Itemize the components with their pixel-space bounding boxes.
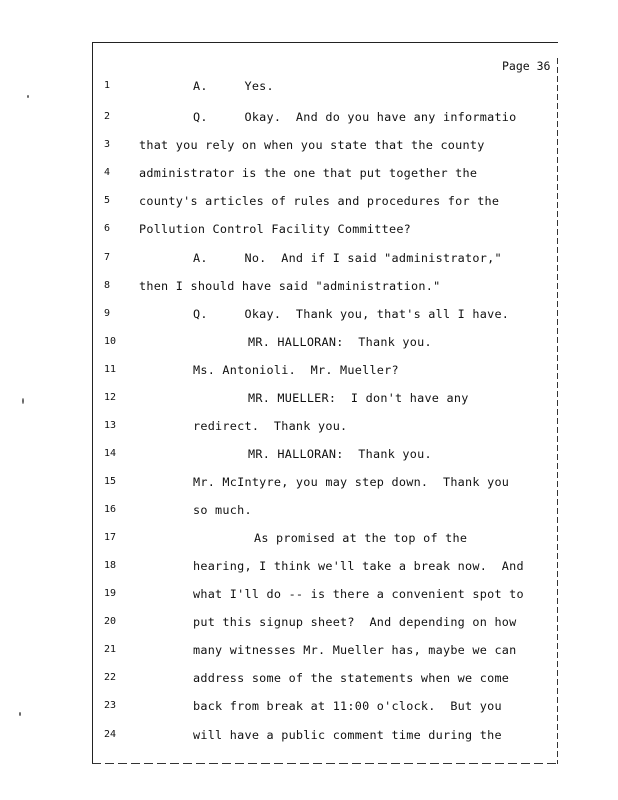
line-number: 14 — [104, 448, 117, 459]
line-number: 8 — [104, 280, 111, 291]
scan-speck — [19, 712, 21, 716]
line-number: 11 — [104, 364, 117, 375]
transcript-line: put this signup sheet? And depending on how — [193, 615, 517, 629]
transcript-line: Q. Okay. Thank you, that's all I have. — [193, 307, 510, 321]
transcript-line: MR. HALLORAN: Thank you. — [248, 335, 432, 349]
transcript-line: Mr. McIntyre, you may step down. Thank you — [193, 475, 510, 489]
transcript-line: A. No. And if I said "administrator," — [193, 251, 502, 265]
line-number: 22 — [104, 672, 117, 683]
transcript-line: county's articles of rules and procedures for the — [139, 194, 500, 208]
page-border-top — [92, 42, 558, 43]
transcript-line: address some of the statements when we come — [193, 671, 510, 685]
line-number: 20 — [104, 616, 117, 627]
line-number: 19 — [104, 588, 117, 599]
line-number: 2 — [104, 111, 111, 122]
transcript-line: As promised at the top of the — [254, 531, 468, 545]
transcript-line: A. Yes. — [193, 79, 274, 93]
line-number: 18 — [104, 560, 117, 571]
transcript-line: redirect. Thank you. — [193, 419, 348, 433]
line-number: 10 — [104, 336, 117, 347]
line-number: 6 — [104, 223, 111, 234]
line-number: 17 — [104, 532, 117, 543]
transcript-line: MR. HALLORAN: Thank you. — [248, 447, 432, 461]
line-number: 9 — [104, 308, 111, 319]
transcript-line: hearing, I think we'll take a break now. And — [193, 559, 524, 573]
transcript-line: MR. MUELLER: I don't have any — [248, 391, 469, 405]
line-number: 13 — [104, 420, 117, 431]
transcript-line: administrator is the one that put together the — [139, 166, 478, 180]
transcript-line: then I should have said "administration." — [139, 279, 441, 293]
line-number: 15 — [104, 476, 117, 487]
page-border-right — [557, 58, 558, 764]
transcript-line: Q. Okay. And do you have any informatio — [193, 110, 517, 124]
line-number: 12 — [104, 392, 117, 403]
page-border-left — [92, 42, 93, 764]
page-number: Page 36 — [502, 59, 551, 73]
transcript-line: back from break at 11:00 o'clock. But you — [193, 699, 502, 713]
transcript-line: Ms. Antonioli. Mr. Mueller? — [193, 363, 399, 377]
line-number: 24 — [104, 729, 117, 740]
line-number: 23 — [104, 700, 117, 711]
line-number: 3 — [104, 139, 111, 150]
line-number: 16 — [104, 504, 117, 515]
scan-speck — [22, 398, 24, 404]
line-number: 4 — [104, 167, 111, 178]
transcript-line: what I'll do -- is there a convenient spot to — [193, 587, 524, 601]
line-number: 21 — [104, 644, 117, 655]
transcript-line: that you rely on when you state that the county — [139, 138, 485, 152]
transcript-line: so much. — [193, 503, 252, 517]
line-number: 1 — [104, 80, 111, 91]
transcript-line: Pollution Control Facility Committee? — [139, 222, 412, 236]
line-number: 5 — [104, 195, 111, 206]
transcript-line: many witnesses Mr. Mueller has, maybe we can — [193, 643, 517, 657]
page-border-bottom — [92, 763, 558, 764]
transcript-line: will have a public comment time during the — [193, 728, 502, 742]
line-number: 7 — [104, 252, 111, 263]
scan-speck — [27, 95, 29, 98]
